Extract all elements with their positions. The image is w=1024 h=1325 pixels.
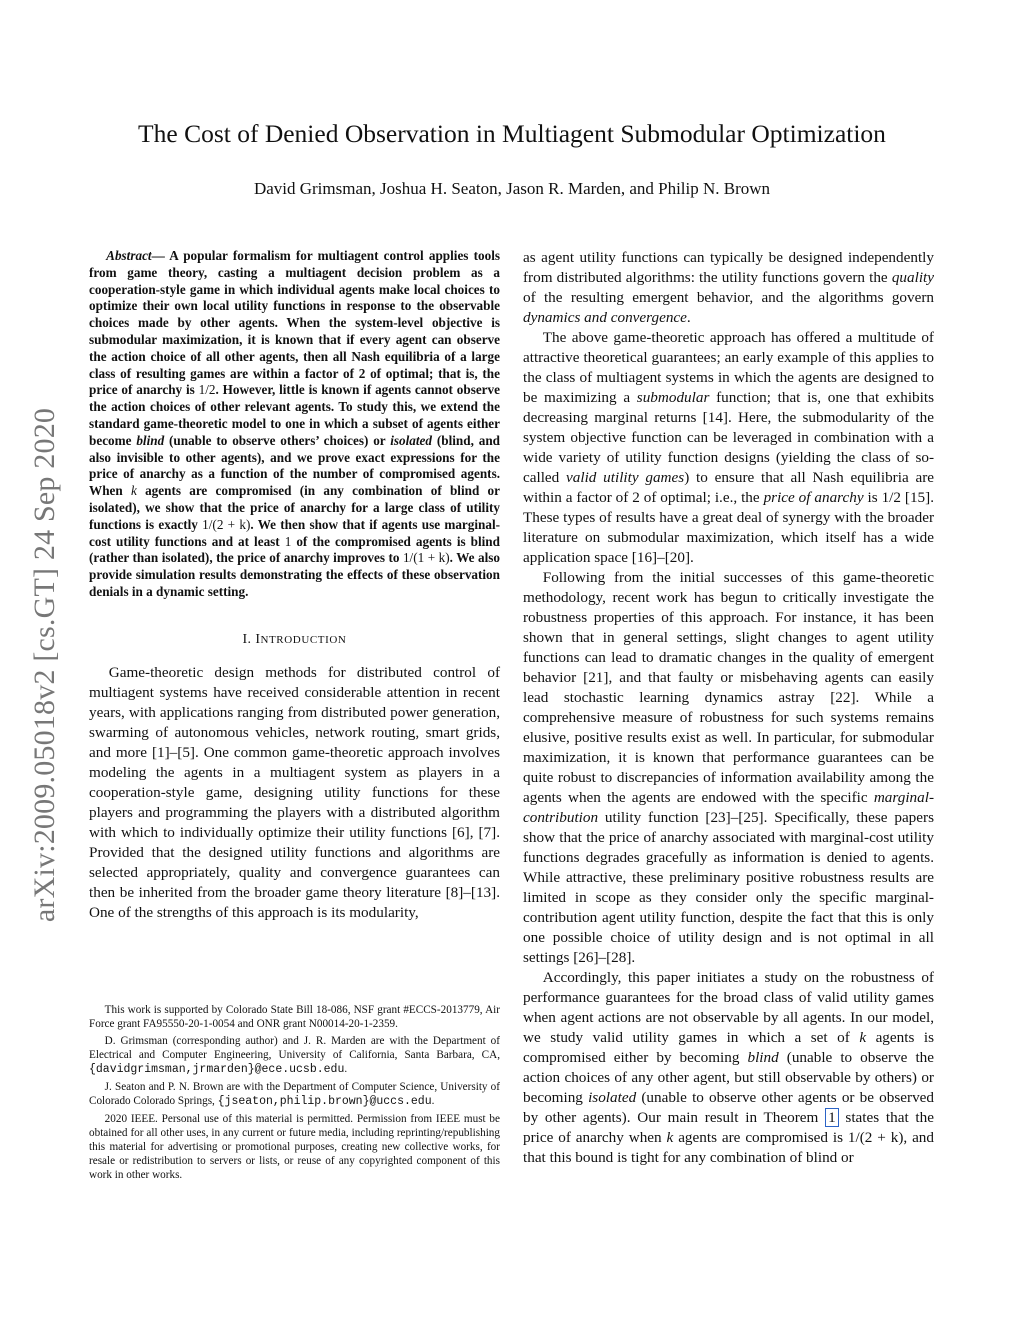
intro-paragraph-3: The above game-theoretic approach has offered a multitude of attractive theoretical guarantees; an early example of this applies to the class of multiagent systems in which the agents are designed to be maximizing a submodular function; that is, one that exhibits decreasing marginal returns [14]. Here, the submodularity of the system objective function can be leveraged in combination with a wide variety of utility function designs (yielding the class of so-called valid utility games) to ensure that all Nash equilibria are within a factor of 2 of optimal; i.e., the price of anarchy is 1/2 [15]. These types of results have a great deal of synergy with the broader literature on submodular maximization, which itself has a wide application space [16]–[20]. [523,329,934,566]
right-column [523,248,934,1168]
footnote-copyright: 2020 IEEE. Personal use of this material is permitted. Permission from IEEE must be obtained for all other uses, in any current or future media, including reprinting/republishing this material for advertising or promotional purposes, creating new collective works, for resale or redistribution to servers or lists, or reuse of any copyrighted component of this work in other works. [89,1113,500,1181]
section-heading-introduction: I. INTRODUCTION [242,631,347,647]
left-column [89,248,500,923]
footnote-affiliation-uccs: J. Seaton and P. N. Brown are with the Department of Computer Science, University of Colorado Colorado Springs, {jseaton,philip.brown}@uccs.edu. [89,1081,500,1108]
intro-paragraph-4: Following from the initial successes of this game-theoretic methodology, recent work has begun to critically investigate the robustness properties of this approach. For instance, it has been shown that in general settings, slight changes to agent utility functions can lead to dramatic changes in the quality of emergent behavior [21], and that faulty or misbehaving agents can easily lead stochastic learning dynamics astray [22]. While a comprehensive measure of robustness for such systems remains elusive, positive results exist as well. In particular, for submodular maximization, it is known that performance guarantees can be quite robust to discrepancies of information availability among the agents when the agents are endowed with the specific marginal-contribution utility function [23]–[25]. Specifically, these papers show that the price of anarchy associated with marginal-cost utility functions degrades gracefully as information is denied to agents. While attractive, these preliminary positive robustness results are limited in scope as they consider only the specific marginal-contribution agent utility function, despite the fact that this is only one possible choice of utility design and is not optimal in all settings [26]–[28]. [523,569,934,966]
footnote-funding: This work is supported by Colorado State Bill 18-086, NSF grant #ECCS-2013779, Air Force grant FA95550-20-1-0054 and ONR grant N00014-20-1-2359. [89,1004,500,1030]
intro-paragraph-1: Game-theoretic design methods for distributed control of multiagent systems have received considerable attention in recent years, with applications ranging from distributed power generation, swarming of autonomous vehicles, network routing, smart grids, and more [1]–[5]. One common game-theoretic approach involves modeling the agents in a multiagent system as players in a cooperation-style game, designing utility functions for these players and programming the players with a distributed algorithm with which to individually optimize their utility functions [6], [7]. Provided that the designed utility functions and algorithms are selected appropriately, quality and convergence guarantees can then be inherited from the broader game theory literature [8]–[13]. One of the strengths of this approach is its modularity, [89,663,500,921]
footnote-affiliation-ucsb: D. Grimsman (corresponding author) and J. R. Marden are with the Department of Electrical and Computer Engineering, University of California, Santa Barbara, CA, {davidgrimsman,jrmarden}@ece.ucsb.edu. [89,1035,500,1076]
abstract-label: Abstract [106,248,152,263]
footnotes [89,1003,500,1185]
email-ucsb[interactable]: {davidgrimsman,jrmarden}@ece.ucsb.edu [89,1063,345,1076]
abstract: Abstract— A popular formalism for multiagent control applies tools from game theory, casting a multiagent decision problem as a cooperation-style game in which individual agents make local choices to optimize their own local utility functions in response to the observable choices made by other agents. When the system-level objective is submodular maximization, it is known that if every agent can observe the action choice of all other agents, then all Nash equilibria of a large class of resulting games are within a factor of 2 of optimal; that is, the price of anarchy is 1/2. However, little is known if agents cannot observe the action choices of other relevant agents. To study this, we extend the standard game-theoretic model to one in which a subset of agents either become blind (unable to observe others’ choices) or isolated (blind, and also invisible to other agents), and we prove exact expressions for the price of anarchy as a function of the number of compromised agents. When k agents are compromised (in any combination of blind or isolated), we show that the price of anarchy for a large class of utility functions is exactly 1/(2 + k). We then show that if agents use marginal-cost utility functions and at least 1 of the compromised agents is blind (rather than isolated), the price of anarchy improves to 1/(1 + k). We also provide simulation results demonstrating the effects of these observation denials in a dynamic setting. [89,248,501,599]
intro-paragraph-5: Accordingly, this paper initiates a study on the robustness of performance guarantees for the broad class of valid utility games when agent actions are not observable by all agents. In our model, we study valid utility games in which a set of k agents is compromised either by becoming blind (unable to observe the action choices of any other agent, but still observable by others) or becoming isolated (unable to observe other agents or be observed by other agents). Our main result in Theorem 1 states that the price of anarchy when k agents are compromised is 1/(2 + k), and that this bound is tight for any combination of blind or [523,969,935,1166]
intro-paragraph-2: as agent utility functions can typically be designed independently from distributed algorithms: the utility functions govern the quality of the resulting emergent behavior, and the algorithms govern dynamics and convergence. [523,249,934,326]
paper-title: The Cost of Denied Observation in Multiagent Submodular Optimization [138,119,886,148]
arxiv-identifier: arXiv:2009.05018v2 [cs.GT] 24 Sep 2020 [28,407,61,923]
email-uccs[interactable]: {jseaton,philip.brown}@uccs.edu [217,1095,432,1108]
theorem-reference-link[interactable]: 1 [825,1108,839,1127]
author-list: David Grimsman, Joshua H. Seaton, Jason R. Marden, and Philip N. Brown [253,179,771,198]
